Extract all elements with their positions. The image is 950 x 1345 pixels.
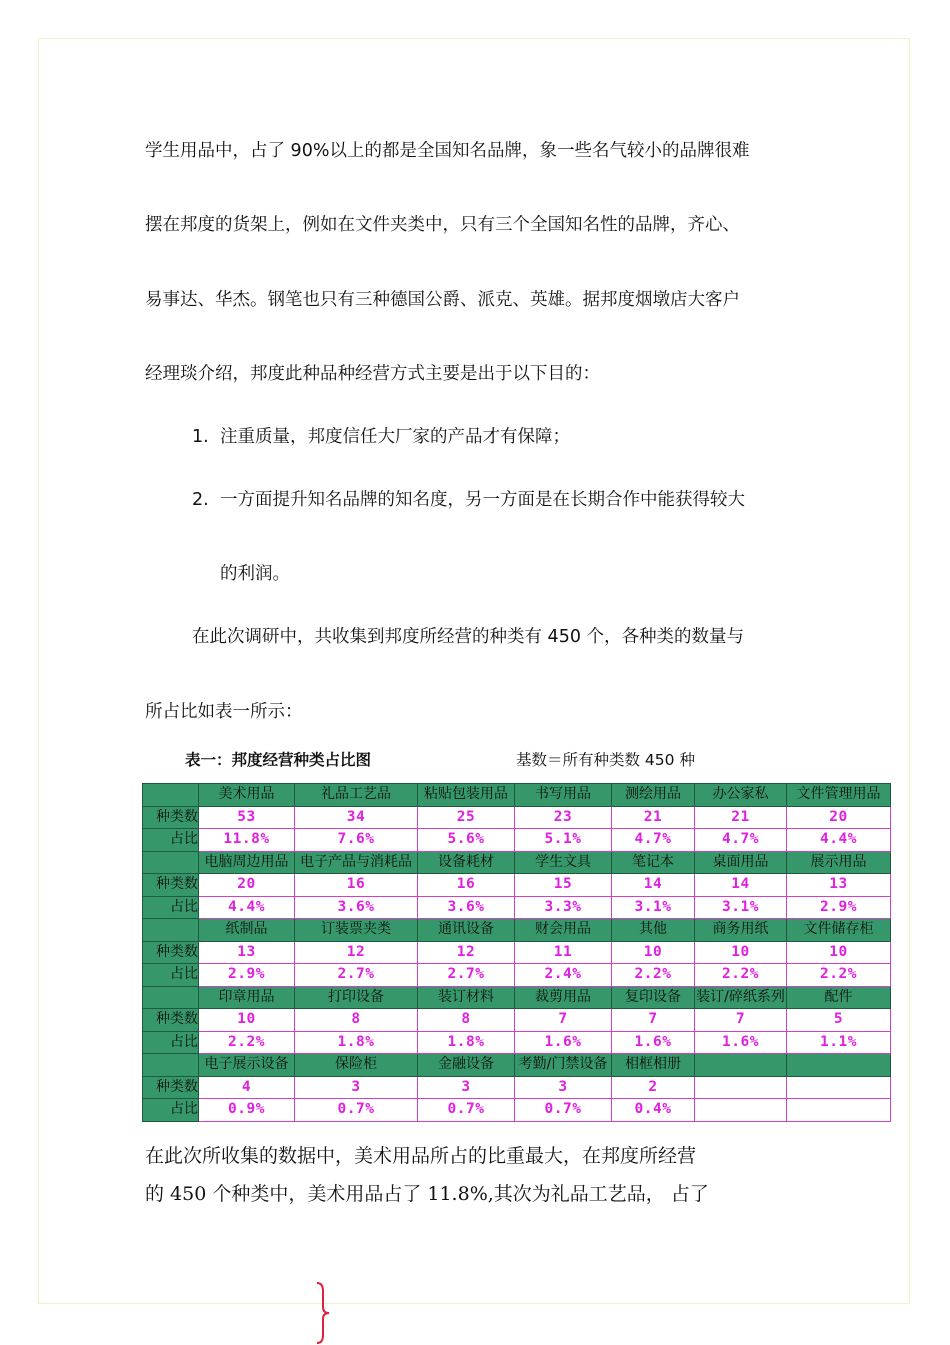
ratio-value-cell: 2.2%: [787, 964, 891, 987]
category-header-cell: 文件管理用品: [787, 784, 891, 807]
category-header-cell: 纸制品: [199, 919, 295, 942]
category-header-cell: 印章用品: [199, 986, 295, 1009]
ratio-value-cell: [695, 1099, 787, 1122]
table-header-row: [143, 919, 891, 942]
ratio-value-cell: 2.2%: [199, 1031, 295, 1054]
list-number: 2.: [192, 490, 209, 510]
ratio-value-cell: [787, 1099, 891, 1122]
table-header-row: [143, 1054, 891, 1077]
ratio-value-cell: 7.6%: [295, 829, 418, 852]
count-label-cell: 种类数: [143, 1076, 199, 1099]
category-ratio-table: [142, 783, 891, 1122]
ratio-value-cell: 4.7%: [695, 829, 787, 852]
count-value-cell: 12: [295, 941, 418, 964]
category-header-cell: 考勤/门禁设备: [515, 1054, 612, 1077]
paragraph-line: 学生用品中，占了 90%以上的都是全国知名品牌，象一些名气较小的品牌很难: [145, 141, 750, 161]
category-header-cell: 金融设备: [418, 1054, 515, 1077]
count-value-cell: 15: [515, 874, 612, 897]
row-label-cell: [143, 919, 199, 942]
count-value-cell: [787, 1076, 891, 1099]
ratio-value-cell: 3.3%: [515, 896, 612, 919]
count-value-cell: 34: [295, 806, 418, 829]
category-header-cell: 美术用品: [199, 784, 295, 807]
conclusion-line: 在此次所收集的数据中，美术用品所占的比重最大，在邦度所经营: [145, 1145, 697, 1167]
category-header-cell: 订装票夹类: [295, 919, 418, 942]
ratio-value-cell: 3.1%: [612, 896, 695, 919]
category-header-cell: 裁剪用品: [515, 986, 612, 1009]
category-header-cell: 财会用品: [515, 919, 612, 942]
ratio-value-cell: 4.4%: [787, 829, 891, 852]
count-value-cell: 11: [515, 941, 612, 964]
count-value-cell: 7: [612, 1009, 695, 1032]
ratio-value-cell: 5.1%: [515, 829, 612, 852]
list-item-text: 注重质量，邦度信任大厂家的产品才有保障；: [220, 427, 570, 447]
list-item-text: 的利润。: [220, 564, 290, 584]
count-value-cell: 5: [787, 1009, 891, 1032]
ratio-value-cell: 5.6%: [418, 829, 515, 852]
count-value-cell: 16: [418, 874, 515, 897]
count-value-cell: 10: [695, 941, 787, 964]
count-value-cell: 20: [787, 806, 891, 829]
table-count-row: [143, 1076, 891, 1099]
ratio-value-cell: 3.6%: [295, 896, 418, 919]
ratio-value-cell: 2.7%: [418, 964, 515, 987]
count-value-cell: 14: [612, 874, 695, 897]
count-value-cell: 53: [199, 806, 295, 829]
paragraph-line: 所占比如表一所示：: [145, 702, 303, 722]
category-header-cell: 粘贴包装用品: [418, 784, 515, 807]
category-header-cell: 复印设备: [612, 986, 695, 1009]
count-value-cell: 23: [515, 806, 612, 829]
conclusion-line: 的 450 个种类中，美术用品占了 11.8%,其次为礼品工艺品， 占了: [145, 1183, 709, 1205]
count-value-cell: [695, 1076, 787, 1099]
count-value-cell: 21: [612, 806, 695, 829]
count-label-cell: 种类数: [143, 874, 199, 897]
paragraph-line: 易事达、华杰。钢笔也只有三种德国公爵、派克、英雄。据邦度烟墩店大客户: [145, 290, 740, 310]
category-header-cell: 电子产品与消耗品: [295, 851, 418, 874]
table-caption: 表一：邦度经营种类占比图: [185, 751, 372, 769]
count-value-cell: 3: [418, 1076, 515, 1099]
row-label-cell: [143, 851, 199, 874]
ratio-label-cell: 占比: [143, 1099, 199, 1122]
table-header-row: [143, 986, 891, 1009]
paragraph-line: 在此次调研中，共收集到邦度所经营的种类有 450 个，各种类的数量与: [192, 627, 745, 647]
ratio-value-cell: 1.6%: [695, 1031, 787, 1054]
row-label-cell: [143, 784, 199, 807]
ratio-value-cell: 4.4%: [199, 896, 295, 919]
count-value-cell: 25: [418, 806, 515, 829]
list-number: 1.: [192, 427, 209, 447]
ratio-value-cell: 0.9%: [199, 1099, 295, 1122]
count-value-cell: 8: [418, 1009, 515, 1032]
count-value-cell: 7: [515, 1009, 612, 1032]
paragraph-line: 经理琰介绍，邦度此种品种经营方式主要是出于以下目的：: [145, 364, 600, 384]
category-header-cell: 保险柜: [295, 1054, 418, 1077]
count-value-cell: 13: [199, 941, 295, 964]
count-value-cell: 13: [787, 874, 891, 897]
count-value-cell: 14: [695, 874, 787, 897]
ratio-value-cell: 1.6%: [612, 1031, 695, 1054]
table-count-row: [143, 806, 891, 829]
category-header-cell: 装订/碎纸系列: [695, 986, 787, 1009]
table-count-row: [143, 941, 891, 964]
ratio-value-cell: 2.4%: [515, 964, 612, 987]
count-value-cell: 12: [418, 941, 515, 964]
category-header-cell: 其他: [612, 919, 695, 942]
category-header-cell: [787, 1054, 891, 1077]
ratio-value-cell: 0.7%: [295, 1099, 418, 1122]
ratio-value-cell: 2.2%: [612, 964, 695, 987]
category-header-cell: 打印设备: [295, 986, 418, 1009]
table-header-row: [143, 784, 891, 807]
brace-mark-icon: [313, 1281, 333, 1345]
ratio-value-cell: 1.1%: [787, 1031, 891, 1054]
category-header-cell: 笔记本: [612, 851, 695, 874]
ratio-label-cell: 占比: [143, 829, 199, 852]
ratio-value-cell: 2.9%: [199, 964, 295, 987]
ratio-value-cell: 2.2%: [695, 964, 787, 987]
row-label-cell: [143, 986, 199, 1009]
ratio-value-cell: 1.8%: [295, 1031, 418, 1054]
count-value-cell: 10: [612, 941, 695, 964]
table-count-row: [143, 874, 891, 897]
category-header-cell: 装订材料: [418, 986, 515, 1009]
count-value-cell: 3: [295, 1076, 418, 1099]
table-ratio-row: [143, 1031, 891, 1054]
table-ratio-row: [143, 1099, 891, 1122]
category-header-cell: 电脑周边用品: [199, 851, 295, 874]
category-header-cell: 电子展示设备: [199, 1054, 295, 1077]
category-header-cell: 配件: [787, 986, 891, 1009]
category-header-cell: 文件储存柜: [787, 919, 891, 942]
ratio-value-cell: 1.8%: [418, 1031, 515, 1054]
ratio-value-cell: 11.8%: [199, 829, 295, 852]
category-header-cell: 设备耗材: [418, 851, 515, 874]
ratio-value-cell: 3.1%: [695, 896, 787, 919]
category-header-cell: 测绘用品: [612, 784, 695, 807]
count-value-cell: 10: [199, 1009, 295, 1032]
ratio-value-cell: 2.9%: [787, 896, 891, 919]
category-header-cell: 商务用纸: [695, 919, 787, 942]
category-header-cell: [695, 1054, 787, 1077]
category-header-cell: 通讯设备: [418, 919, 515, 942]
list-item-text: 一方面提升知名品牌的知名度，另一方面是在长期合作中能获得较大: [220, 490, 745, 510]
count-value-cell: 7: [695, 1009, 787, 1032]
category-header-cell: 礼品工艺品: [295, 784, 418, 807]
ratio-value-cell: 0.7%: [515, 1099, 612, 1122]
ratio-value-cell: 4.7%: [612, 829, 695, 852]
ratio-value-cell: 0.4%: [612, 1099, 695, 1122]
count-value-cell: 10: [787, 941, 891, 964]
table-ratio-row: [143, 829, 891, 852]
ratio-value-cell: 3.6%: [418, 896, 515, 919]
ratio-label-cell: 占比: [143, 1031, 199, 1054]
category-header-cell: 办公家私: [695, 784, 787, 807]
table-count-row: [143, 1009, 891, 1032]
category-header-cell: 展示用品: [787, 851, 891, 874]
count-label-cell: 种类数: [143, 941, 199, 964]
ratio-value-cell: 2.7%: [295, 964, 418, 987]
ratio-label-cell: 占比: [143, 896, 199, 919]
count-label-cell: 种类数: [143, 1009, 199, 1032]
category-header-cell: 书写用品: [515, 784, 612, 807]
ratio-value-cell: 1.6%: [515, 1031, 612, 1054]
row-label-cell: [143, 1054, 199, 1077]
category-header-cell: 学生文具: [515, 851, 612, 874]
ratio-label-cell: 占比: [143, 964, 199, 987]
count-label-cell: 种类数: [143, 806, 199, 829]
paragraph-line: 摆在邦度的货架上，例如在文件夹类中，只有三个全国知名性的品牌，齐心、: [145, 215, 740, 235]
count-value-cell: 4: [199, 1076, 295, 1099]
count-value-cell: 2: [612, 1076, 695, 1099]
table-base-note: 基数＝所有种类数 450 种: [516, 751, 695, 769]
ratio-value-cell: 0.7%: [418, 1099, 515, 1122]
count-value-cell: 3: [515, 1076, 612, 1099]
table-ratio-row: [143, 896, 891, 919]
count-value-cell: 8: [295, 1009, 418, 1032]
count-value-cell: 20: [199, 874, 295, 897]
table-ratio-row: [143, 964, 891, 987]
category-header-cell: 桌面用品: [695, 851, 787, 874]
count-value-cell: 16: [295, 874, 418, 897]
category-header-cell: 相框相册: [612, 1054, 695, 1077]
table-header-row: [143, 851, 891, 874]
count-value-cell: 21: [695, 806, 787, 829]
